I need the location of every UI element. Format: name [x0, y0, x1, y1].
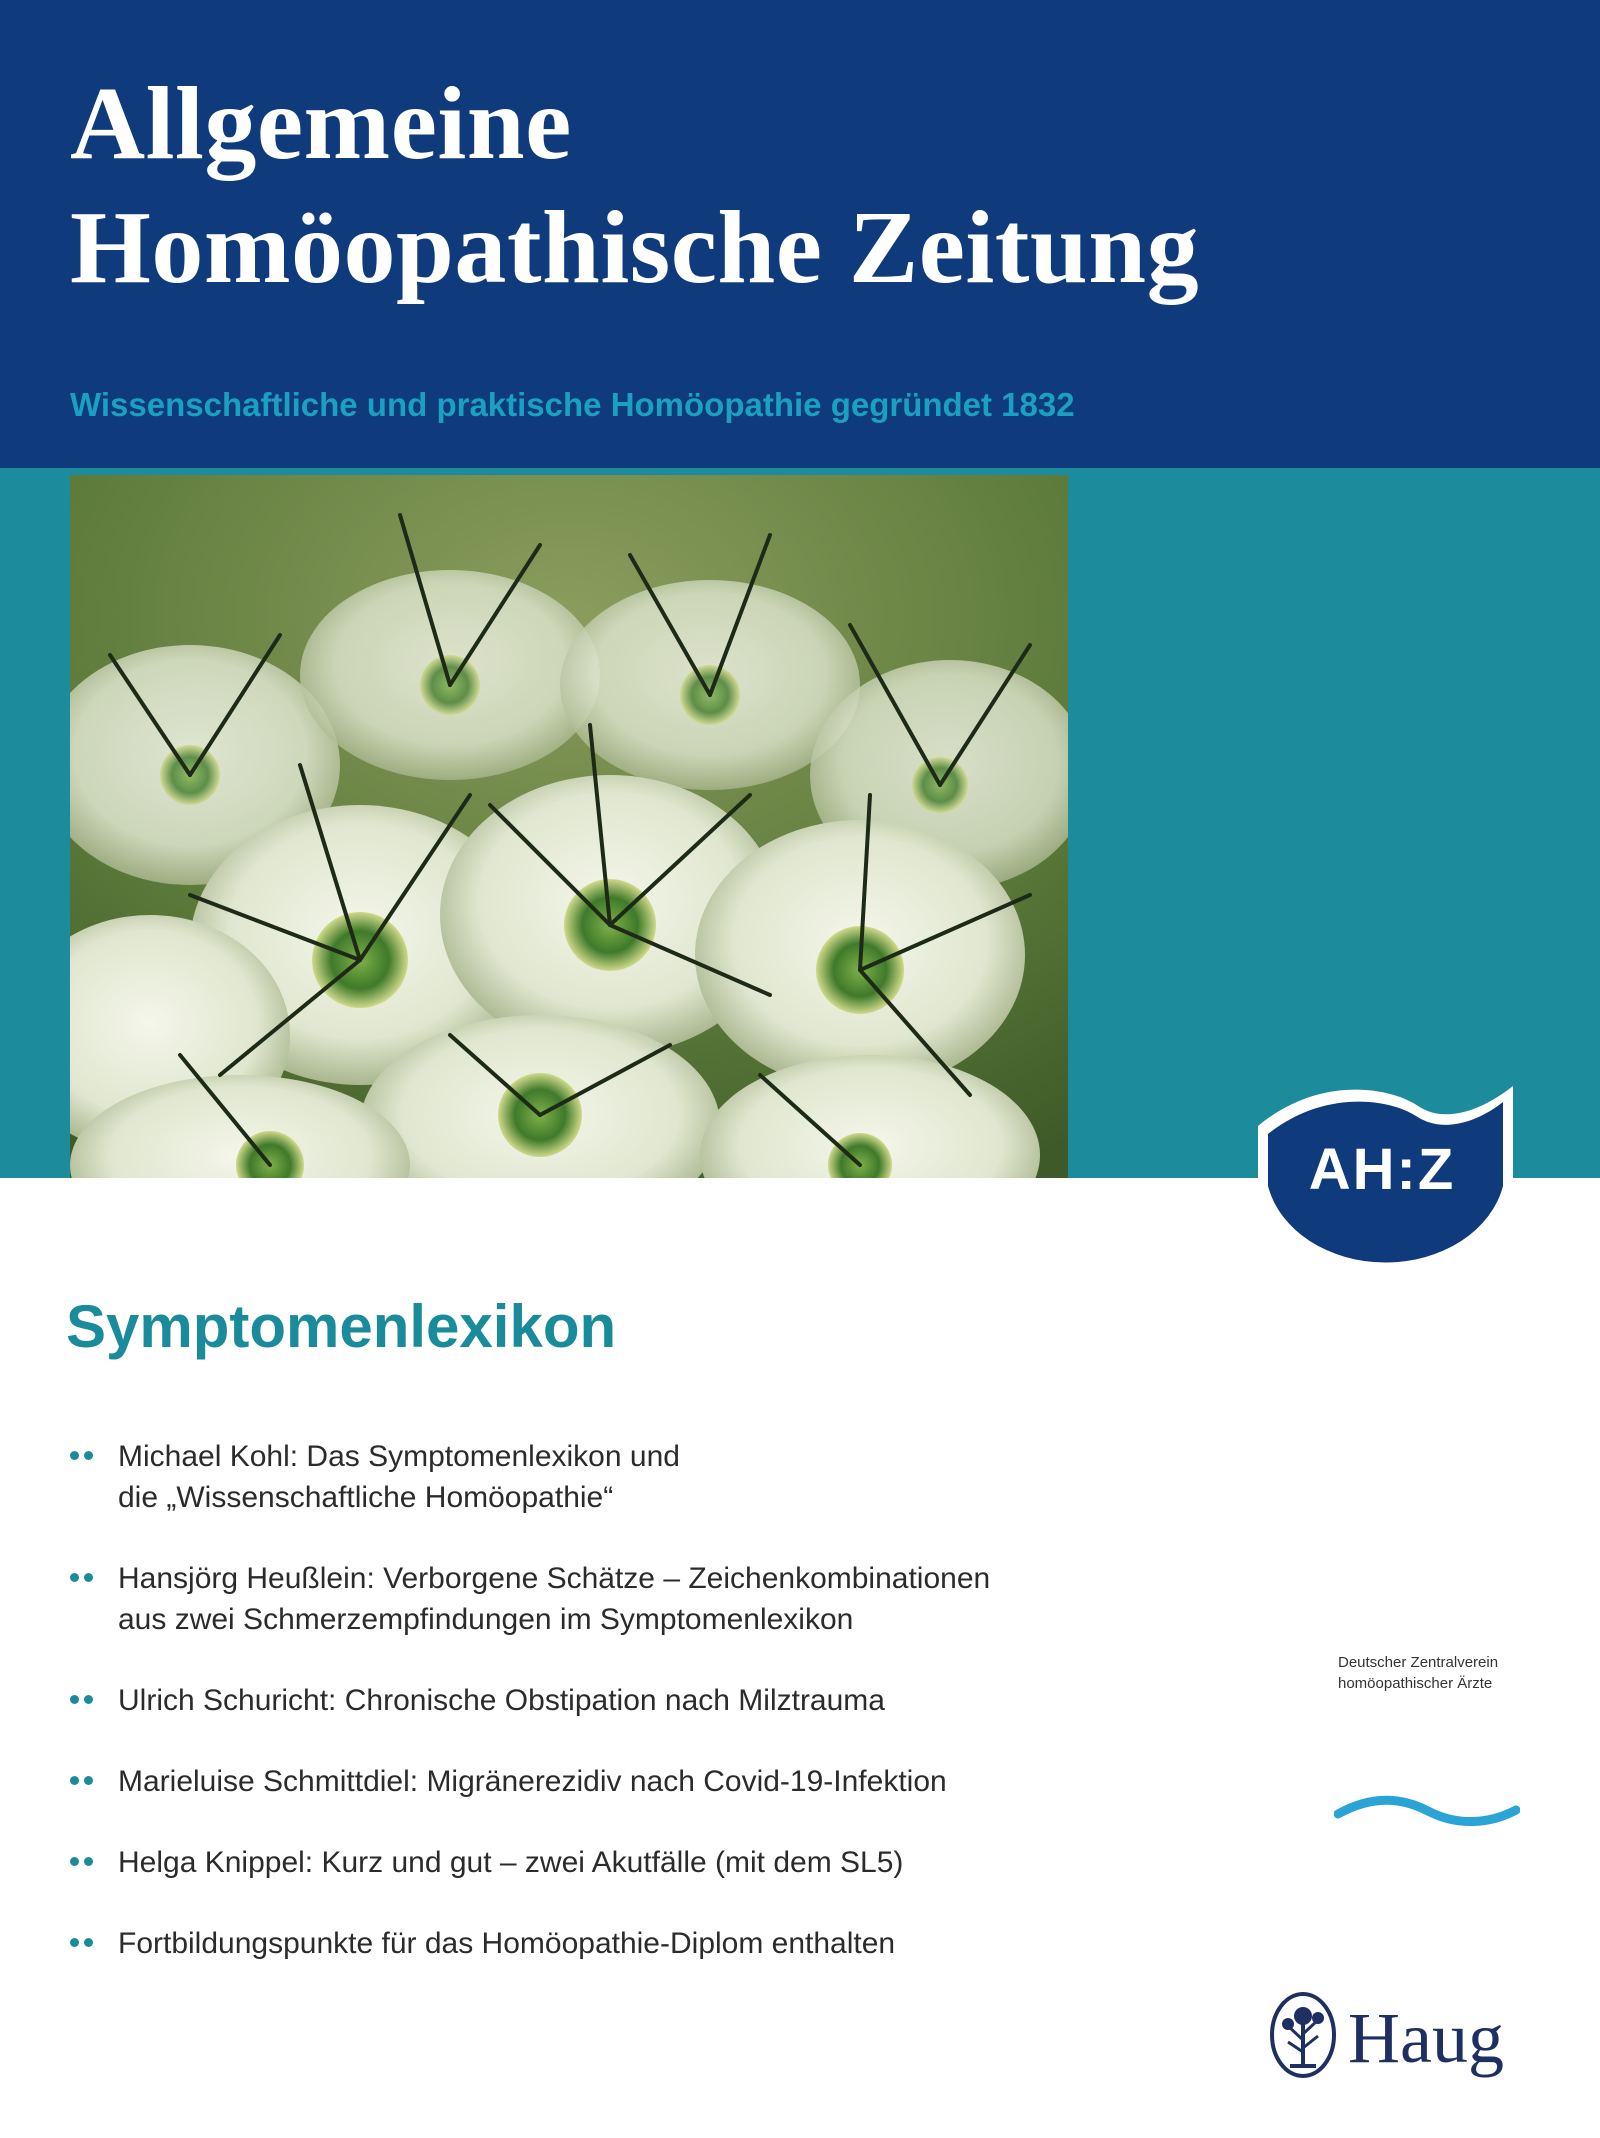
wave-logo-icon	[1334, 1792, 1520, 1832]
article-item	[68, 1680, 1248, 1721]
article-item	[68, 1761, 1248, 1802]
association-line1: Deutscher Zentralverein	[1338, 1654, 1499, 1671]
bullet-icon	[68, 1444, 100, 1466]
article-item	[68, 1923, 1248, 1964]
article-line: Marieluise Schmittdiel: Migränerezidiv nach Covid-19-Infektion	[118, 1765, 947, 1798]
publisher-name: Haug	[1348, 1998, 1504, 2078]
association-line2: homöopathischer Ärzte	[1338, 1675, 1493, 1692]
article-line: die „Wissenschaftliche Homöopathie“	[118, 1481, 614, 1514]
bullet-icon	[68, 1688, 100, 1710]
haug-tree-icon	[1268, 1990, 1338, 2080]
article-line: Ulrich Schuricht: Chronische Obstipation nach Milztrauma	[118, 1684, 885, 1717]
cover-photo	[70, 475, 1068, 1178]
association-name	[1338, 1652, 1498, 1694]
article-list	[68, 1436, 1248, 2004]
bullet-icon	[68, 1769, 100, 1791]
bullet-icon	[68, 1931, 100, 1953]
article-line: Helga Knippel: Kurz und gut – zwei Akutfälle (mit dem SL5)	[118, 1846, 904, 1879]
ahz-logo-text: AH:Z	[1308, 1137, 1456, 1202]
journal-title-line1: Allgemeine	[70, 66, 572, 181]
article-line: aus zwei Schmerzempfindungen im Symptomenlexikon	[118, 1603, 854, 1636]
cover-photo-illustration	[70, 475, 1068, 1178]
article-line: Michael Kohl: Das Symptomenlexikon und	[118, 1440, 680, 1473]
bullet-icon	[68, 1566, 100, 1588]
journal-title	[70, 62, 1199, 310]
article-item	[68, 1842, 1248, 1883]
article-item	[68, 1558, 1248, 1640]
article-item	[68, 1436, 1248, 1518]
journal-title-line2: Homöopathische Zeitung	[70, 190, 1200, 305]
article-line: Fortbildungspunkte für das Homöopathie-Diplom enthalten	[118, 1927, 896, 1960]
journal-subtitle: Wissenschaftliche und praktische Homöopathie gegründet 1832	[70, 386, 1075, 423]
section-title: Symptomenlexikon	[66, 1293, 617, 1360]
article-line: Hansjörg Heußlein: Verborgene Schätze – Zeichenkombinationen	[118, 1562, 991, 1595]
bullet-icon	[68, 1850, 100, 1872]
